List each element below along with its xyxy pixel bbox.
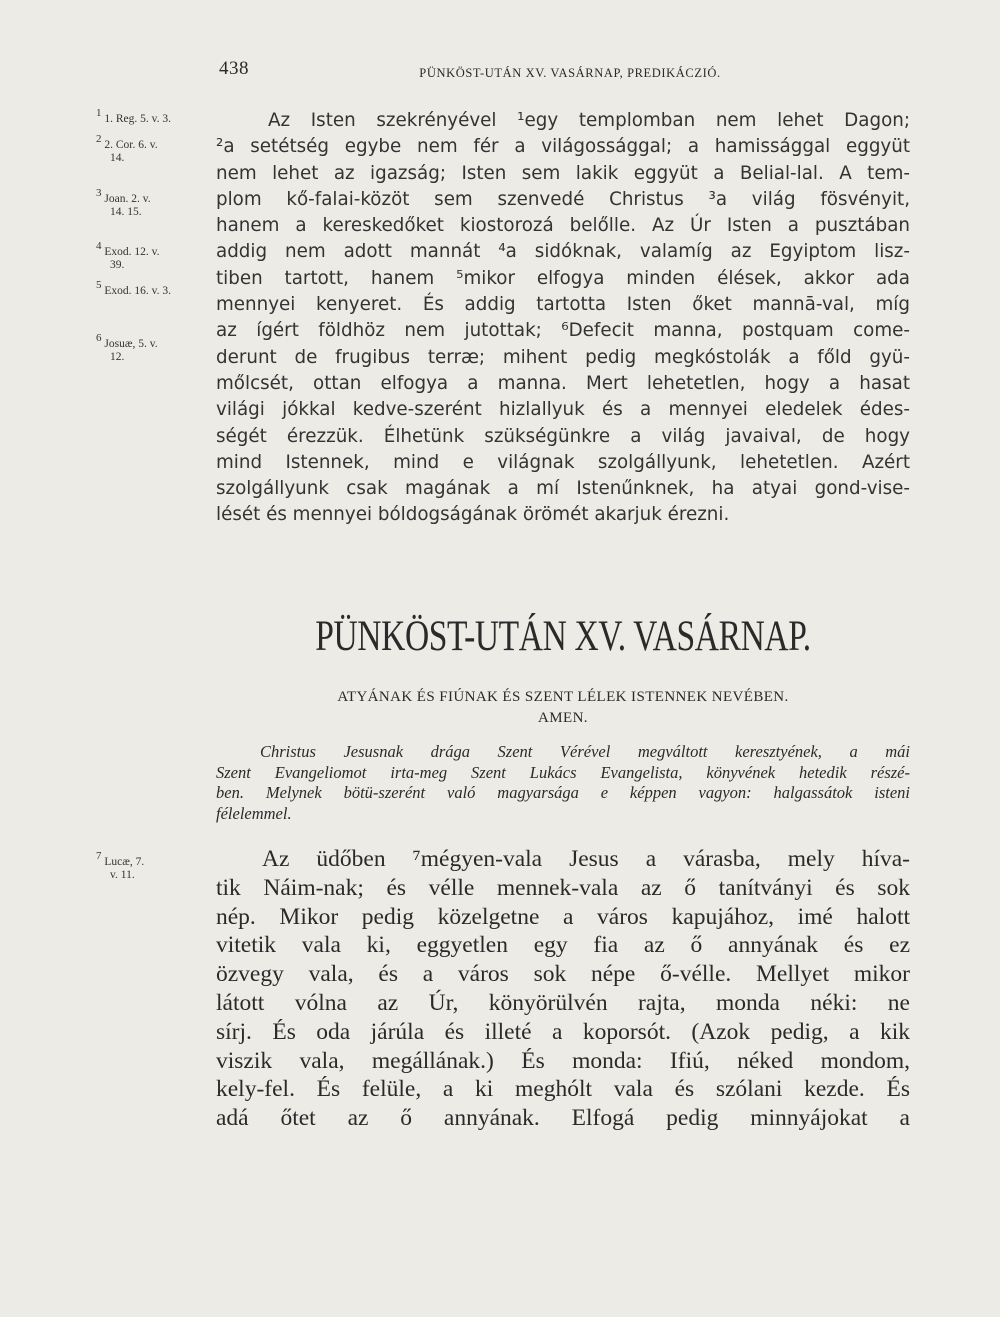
margin-note-5: $^5$ Exod. 16. v. 3.	[96, 279, 172, 297]
margin-note-7: $^7$ Lucæ, 7. v. 11.	[96, 850, 145, 881]
gospel-introduction	[216, 742, 910, 824]
text-line: mennyei kenyeret. És addig tartotta Isten őket mannā-val, míg	[216, 294, 910, 316]
text-line: ségét érezzük. Élhetünk szükségünkre a világ javaival, de hogy	[216, 425, 910, 447]
gospel-line: látott vólna az Úr, könyörülvén rajta, monda néki: ne	[216, 989, 910, 1016]
margin-note-6: $^6$ Josuæ, 5. v. 12.	[96, 332, 158, 363]
text-line: mind Istennek, mind e világnak szolgállyunk, lehetetlen. Azért	[216, 451, 910, 473]
section-title: PÜNKÖST-UTÁN XV. VASÁRNAP.	[315, 613, 811, 660]
text-line: tiben tartott, hanem ⁵mikor elfogya minden élések, akkor ada	[216, 267, 910, 289]
summary-line: Christus Jesusnak drága Szent Vérével megváltott keresztyének, a mái	[260, 742, 910, 761]
invocation-line: AMEN.	[538, 710, 588, 726]
gospel-line: kely-fel. És felüle, a ki meghólt vala és szólani kezde. És	[216, 1076, 910, 1103]
margin-note-2: $^2$ 2. Cor. 6. v. 14.	[96, 133, 158, 164]
text-line: nem lehet az igazság; Isten sem lakik eggyüt a Belial-lal. A tem-	[216, 162, 910, 184]
text-line: ²a setétség egybe nem fér a világossággal; a hamissággal eggyüt	[216, 136, 910, 158]
gospel-line: sírj. És oda járúla és illeté a koporsót. (Azok pedig, a kik	[216, 1018, 910, 1045]
text-line: lését és mennyei bóldogságának örömét akarjuk érezni.	[216, 504, 730, 526]
page-number: 438	[219, 58, 249, 79]
text-line: szolgállyunk csak magának a mí Istenűnknek, ha atyai gond-vise-	[216, 478, 910, 500]
gospel-line: tik Náim-nak; és vélle mennek-vala az ő tanítványi és sok	[216, 874, 910, 901]
gospel-text	[216, 845, 910, 1133]
gospel-line: adá őtet az ő annyának. Elfogá pedig minnyájokat a	[216, 1105, 910, 1132]
gospel-line: viszik vala, megállának.) És monda: Ifiú, néked mondom,	[216, 1047, 910, 1074]
invocation	[216, 687, 910, 729]
running-head: PÜNKÖST-UTÁN XV. VASÁRNAP, PREDIKÁCZIÓ.	[419, 66, 721, 80]
text-line: Az Isten szekrényével ¹egy templomban nem lehet Dagon;	[268, 110, 910, 131]
gospel-line: Az üdőben ⁷mégyen-vala Jesus a várasba, mely híva-	[262, 846, 910, 872]
text-line: az ígért földhöz nem jutottak; ⁶Defecit manna, postquam come-	[216, 320, 910, 342]
gospel-line: özvegy vala, és a város sok népe ő-vélle. Mellyet mikor	[216, 961, 910, 988]
sermon-paragraph	[216, 108, 910, 529]
gospel-line: nép. Mikor pedig közelgetne a város kapujához, imé halott	[216, 903, 910, 930]
margin-note-4: $^4$ Exod. 12. v. 39.	[96, 240, 160, 271]
gospel-line: vitetik vala ki, eggyetlen egy fia az ő annyának és ez	[216, 932, 910, 959]
text-line: hanem a kereskedőket kiostorozá belőlle. Az Úr Isten a pusztában	[216, 215, 910, 237]
text-line: mőlcsét, ottan elfogya a manna. Mert lehetetlen, hogy a hasat	[216, 372, 910, 394]
text-line: derunt de frugibus terræ; mihent pedig megkóstolák a főld gyü-	[216, 346, 910, 368]
text-line: plom kő-falai-közöt sem szenvedé Christus ³a világ fösvényit,	[216, 188, 910, 210]
summary-line: ben. Melynek bötü-szerént való magyarsága e képpen vagyon: halgassátok isteni	[216, 783, 910, 802]
text-line: addig nem adott mannát ⁴a sidóknak, valamíg az Egyiptom lisz-	[216, 241, 910, 263]
summary-line: félelemmel.	[216, 803, 292, 823]
text-line: világi jókkal kedve-szerént hizlallyuk és a mennyei eledelek édes-	[216, 399, 910, 421]
summary-line: Szent Evangeliomot irta-meg Szent Lukács Evangelista, könyvének hetedik részé-	[216, 762, 910, 782]
invocation-line: ATYÁNAK ÉS FIÚNAK ÉS SZENT LÉLEK ISTENNEK NEVÉBEN.	[337, 689, 789, 705]
margin-note-1: $^1$ 1. Reg. 5. v. 3.	[96, 107, 172, 125]
margin-note-3: $^3$ Joan. 2. v. 14. 15.	[96, 187, 151, 218]
